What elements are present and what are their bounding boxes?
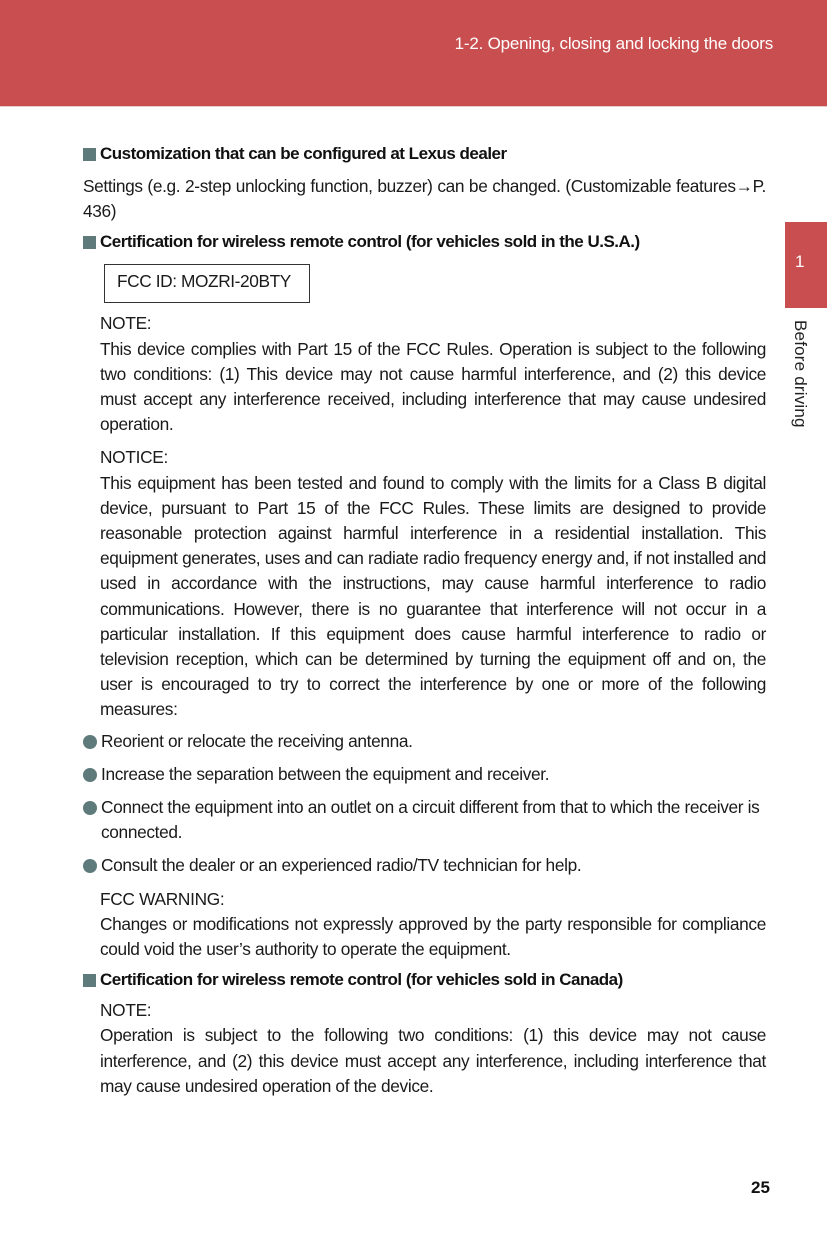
- section-heading: [83, 230, 766, 254]
- square-bullet-icon: [83, 148, 96, 161]
- list-item: [83, 795, 766, 845]
- measure-text: Increase the separation between the equipment and receiver.: [101, 763, 550, 784]
- section-body: Settings (e.g. 2-step unlocking function, buzzer) can be changed. (Customizable features→P. 436): [83, 176, 766, 222]
- warning-label: FCC WARNING:: [100, 888, 225, 909]
- section-heading-text: Customization that can be configured at Lexus dealer: [100, 144, 507, 163]
- note-label: NOTE:: [100, 1000, 152, 1021]
- notice-text: This equipment has been tested and found to comply with the limits for a Class B digital device, pursuant to Part 15 of the FCC Rules. These limits are designed to provide reasonable protection against harmful interference in a residential installation. This equipment generates, uses and can radiate radio frequency energy and, if not installed and used in accordance with the instructions, may cause harmful interference to radio communications. However, there is no guarantee that interference will not occur in a particular installation. If this equipment does cause harmful interference to radio or television reception, which can be determined by turning the equipment off and on, the user is encouraged to try to correct the interference by one or more of the following measures:: [100, 472, 766, 720]
- measure-text: Connect the equipment into an outlet on a circuit different from that to which the receiver is connected.: [101, 797, 760, 843]
- list-item: [83, 729, 766, 754]
- round-bullet-icon: [83, 859, 97, 873]
- section-certification-canada: [83, 968, 766, 1099]
- measures-list: [83, 729, 766, 879]
- round-bullet-icon: [83, 801, 97, 815]
- page-header: [0, 0, 827, 106]
- square-bullet-icon: [83, 974, 96, 987]
- warning-text: Changes or modifications not expressly approved by the party responsible for compliance could void the user’s authority to operate the equipment.: [100, 913, 766, 960]
- page-content: [83, 142, 766, 1099]
- measure-text: Consult the dealer or an experienced radio/TV technician for help.: [101, 855, 582, 876]
- note-label: NOTE:: [100, 313, 152, 334]
- notice-label: NOTICE:: [100, 447, 168, 468]
- section-heading: [83, 142, 766, 166]
- chapter-number: 1: [795, 252, 805, 271]
- header-title: 1-2. Opening, closing and locking the doors: [454, 34, 773, 53]
- note-text: This device complies with Part 15 of the FCC Rules. Operation is subject to the following two conditions: (1) This device may not cause harmful interference, and (2) this device must accept any interference received, including interference that may cause undesired operation.: [100, 338, 766, 435]
- list-item: [83, 762, 766, 787]
- section-certification-usa: [83, 230, 766, 962]
- chapter-tab[interactable]: [785, 222, 827, 308]
- page-number: 25: [751, 1178, 770, 1197]
- section-customization: [83, 142, 766, 224]
- chapter-label: Before driving: [791, 320, 810, 428]
- fcc-id-box: FCC ID: MOZRI-20BTY: [104, 264, 310, 303]
- round-bullet-icon: [83, 735, 97, 749]
- header-divider: [0, 106, 827, 107]
- note-text: Operation is subject to the following two conditions: (1) this device may not cause interference, and (2) this device must accept any interference, including interference that may cause undesired operation of the device.: [100, 1025, 766, 1096]
- square-bullet-icon: [83, 236, 96, 249]
- measure-text: Reorient or relocate the receiving antenna.: [101, 730, 413, 751]
- section-heading-text: Certification for wireless remote control (for vehicles sold in Canada): [100, 970, 623, 990]
- round-bullet-icon: [83, 768, 97, 782]
- list-item: [83, 853, 766, 878]
- section-heading: [83, 968, 766, 992]
- section-heading-text: Certification for wireless remote control (for vehicles sold in the U.S.A.): [100, 232, 640, 252]
